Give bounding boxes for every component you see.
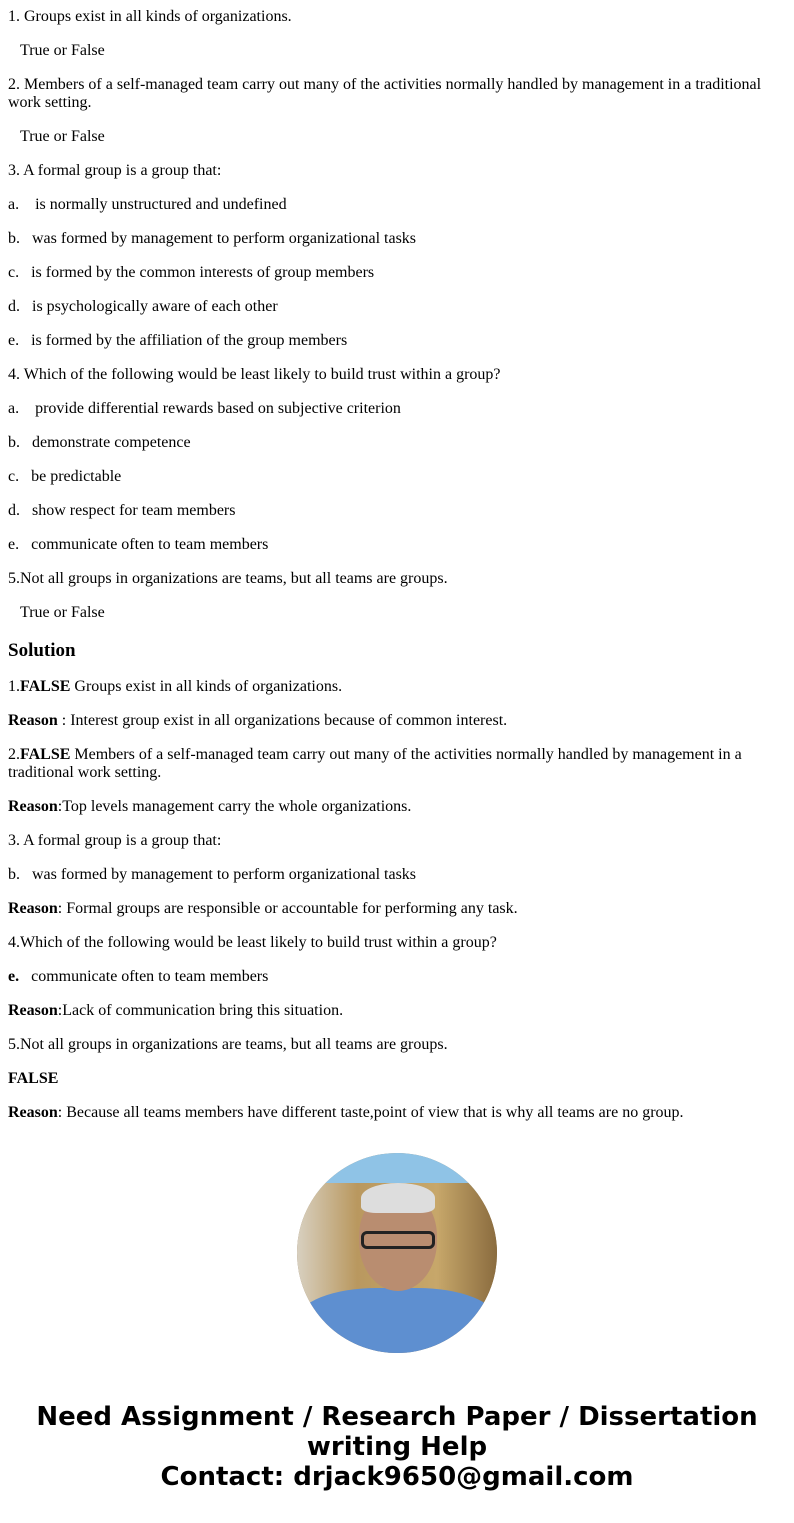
- question-5: 5.Not all groups in organizations are teams, but all teams are groups.: [8, 570, 448, 587]
- reason-label: Reason: [8, 712, 58, 729]
- solution-5-question: 5.Not all groups in organizations are teams, but all teams are groups.: [8, 1036, 448, 1053]
- solution-3-question: 3. A formal group is a group that:: [8, 832, 222, 849]
- contact-banner: [0, 1402, 794, 1492]
- question-1-options: True or False: [8, 42, 105, 59]
- solution-2-text: Members of a self-managed team carry out many of the activities normally handled by management in a traditional work setting.: [8, 746, 746, 781]
- document-body: [8, 0, 778, 1123]
- banner-line-2: writing Help: [306, 1432, 488, 1462]
- question-3-option-a: a. is normally unstructured and undefined: [8, 196, 287, 213]
- reason-label: Reason: [8, 1104, 58, 1121]
- solution-4-answer-text: communicate often to team members: [19, 968, 269, 985]
- question-4-option-c: c. be predictable: [8, 468, 122, 485]
- question-1: 1. Groups exist in all kinds of organizations.: [8, 8, 292, 25]
- reason-text: : Interest group exist in all organizations because of common interest.: [57, 712, 508, 729]
- reason-text: : Because all teams members have different taste,point of view that is why all teams are no group.: [57, 1104, 684, 1121]
- solution-5-answer-text: FALSE: [8, 1070, 59, 1087]
- question-4: 4. Which of the following would be least likely to build trust within a group?: [8, 366, 501, 383]
- question-3-option-c: c. is formed by the common interests of group members: [8, 264, 375, 281]
- question-2-options: True or False: [8, 128, 105, 145]
- solution-2: [8, 746, 778, 782]
- solution-4-reason: [8, 1002, 778, 1020]
- banner-contact: Contact: drjack9650@gmail.com: [160, 1462, 634, 1492]
- question-4-option-d: d. show respect for team members: [8, 502, 236, 519]
- solution-3-reason: [8, 900, 778, 918]
- solution-1-answer: FALSE: [20, 678, 71, 695]
- question-4-option-a: a. provide differential rewards based on subjective criterion: [8, 400, 401, 417]
- reason-text: : Formal groups are responsible or accountable for performing any task.: [57, 900, 518, 917]
- solution-5-reason: [8, 1104, 778, 1122]
- reason-text: :Lack of communication bring this situation.: [57, 1002, 344, 1019]
- solution-2-answer: FALSE: [20, 746, 71, 763]
- solution-2-reason: [8, 798, 778, 816]
- solution-4-letter: e.: [8, 968, 20, 985]
- question-3-option-d: d. is psychologically aware of each other: [8, 298, 278, 315]
- author-photo: [297, 1153, 497, 1353]
- solution-2-number: 2.: [8, 746, 20, 763]
- reason-label: Reason: [8, 1002, 58, 1019]
- solution-5-answer: [8, 1070, 778, 1088]
- question-4-option-e: e. communicate often to team members: [8, 536, 269, 553]
- solution-1-text: Groups exist in all kinds of organizations.: [70, 678, 343, 695]
- question-3-option-b: b. was formed by management to perform organizational tasks: [8, 230, 417, 247]
- solution-heading: Solution: [8, 640, 76, 661]
- solution-1: [8, 678, 778, 696]
- question-5-options: True or False: [8, 604, 105, 621]
- question-3: 3. A formal group is a group that:: [8, 162, 222, 179]
- question-3-option-e: e. is formed by the affiliation of the group members: [8, 332, 348, 349]
- question-4-option-b: b. demonstrate competence: [8, 434, 191, 451]
- reason-label: Reason: [8, 798, 58, 815]
- banner-line-1: Need Assignment / Research Paper / Dissertation: [36, 1402, 758, 1432]
- solution-1-reason: [8, 712, 778, 730]
- question-2: 2. Members of a self-managed team carry out many of the activities normally handled by management in a traditional work setting.: [8, 76, 766, 111]
- solution-4-question: 4.Which of the following would be least likely to build trust within a group?: [8, 934, 497, 951]
- solution-3-answer: b. was formed by management to perform organizational tasks: [8, 866, 417, 883]
- reason-text: :Top levels management carry the whole organizations.: [57, 798, 412, 815]
- reason-label: Reason: [8, 900, 58, 917]
- solution-1-number: 1.: [8, 678, 20, 695]
- solution-4-answer: [8, 968, 778, 986]
